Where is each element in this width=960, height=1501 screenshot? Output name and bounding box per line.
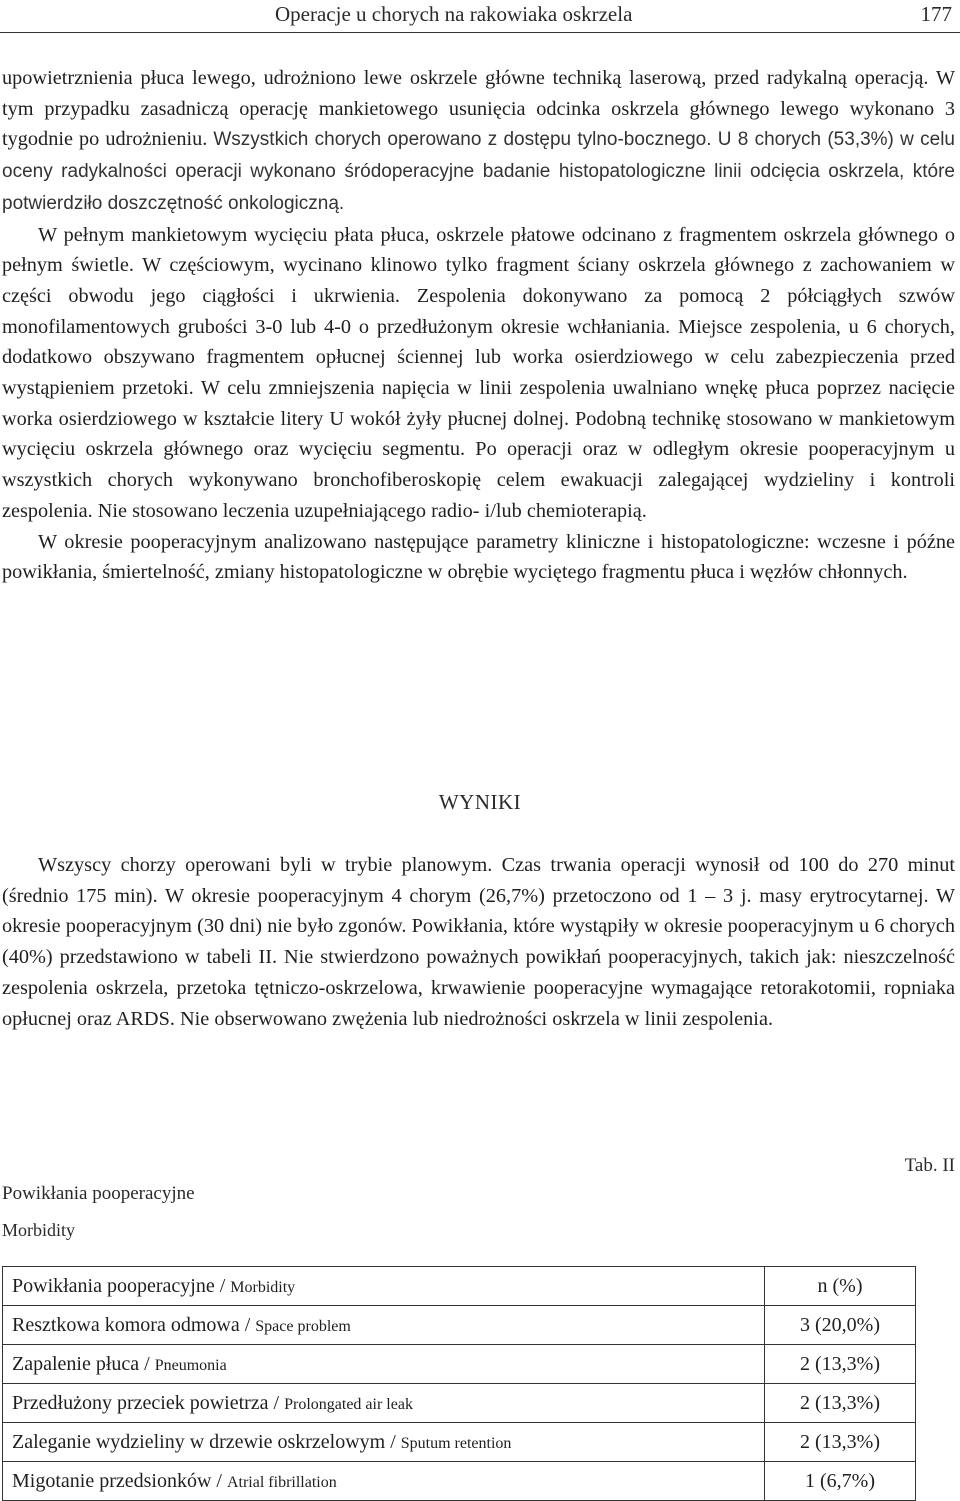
- header-rule: [0, 32, 960, 33]
- table-cell-value: 2 (13,3%): [765, 1345, 916, 1384]
- row-label-pl: Przedłużony przeciek powietrza /: [12, 1391, 285, 1414]
- header-label-pl: Powikłania pooperacyjne /: [12, 1274, 231, 1297]
- table-label: Tab. II: [904, 1155, 955, 1176]
- row-label-pl: Resztkowa komora odmowa /: [12, 1313, 256, 1336]
- page-number: 177: [920, 2, 952, 26]
- paragraph-2: W pełnym mankietowym wycięciu płata płuca, oskrzele płatowe odcinano z fragmentem oskrzela głównego o pełnym świetle. W częściowym, wycinano klinowo tylko fragment ściany oskrzela głównego z zachowaniem w części obwodu jego ciągłości i ukrwienia. Zespolenia dokonywano za pomocą 2 półciągłych szwów monofilamentowych grubości 3-0 lub 4-0 o przedłużonym okresie wchłaniania. Miejsce zespolenia, u 6 chorych, dodatkowo obszywano fragmentem opłucnej ściennej lub worka osierdziowego w celu zabezpieczenia przed wystąpieniem przetoki. W celu zmniejszenia napięcia w linii zespolenia uwalniano wnękę płuca poprzez nacięcie worka osierdziowego w kształcie litery U wokół żyły płucnej dolnej. Podobną technikę stosowano w mankietowym wycięciu oskrzela głównego oraz wycięciu segmentu. Po operacji oraz w odległym okresie pooperacyjnym u wszystkich chorych wykonywano bronchofiberoskopię celem ewakuacji zalegającej wydzieliny i kontroli zespolenia. Nie stosowano leczenia uzupełniającego radio- i/lub chemioterapią.: [2, 223, 955, 522]
- row-label-en: Atrial fibrillation: [226, 1473, 337, 1491]
- table-cell-label: [3, 1423, 765, 1462]
- row-label-en: Space problem: [255, 1317, 351, 1335]
- row-label-pl: Zapalenie płuca /: [12, 1352, 155, 1375]
- table-header-row: [3, 1267, 916, 1306]
- row-label-pl: Zaleganie wydzieliny w drzewie oskrzelowym /: [12, 1430, 401, 1453]
- row-label-en: Sputum retention: [400, 1434, 512, 1452]
- results-text: [2, 850, 955, 1034]
- paragraph-1-sans: Wszystkich chorych operowano z dostępu tylno-bocznego. U 8 chorych (53,3%) w celu oceny radykalności operacji wykonano śródoperacyjne badanie histopatologiczne linii odcięcia oskrzela, które potwierdziło doszczętność onkologiczną.: [2, 129, 955, 214]
- table-cell-label: [3, 1345, 765, 1384]
- table-cell-label: [3, 1306, 765, 1345]
- table-row: [3, 1462, 916, 1501]
- table-header-value: n (%): [765, 1267, 916, 1306]
- row-label-pl: Migotanie przedsionków /: [12, 1469, 227, 1492]
- table-row: [3, 1423, 916, 1462]
- paragraph-3: W okresie pooperacyjnym analizowano następujące parametry kliniczne i histopatologiczne: wczesne i późne powikłania, śmiertelność, zmiany histopatologiczne w obrębie wyciętego fragmentu płuca i węzłów chłonnych.: [2, 530, 955, 584]
- paragraph-1: [2, 63, 955, 220]
- table-cell-value: 2 (13,3%): [765, 1423, 916, 1462]
- methods-text: [2, 63, 955, 588]
- table-cell-value: 3 (20,0%): [765, 1306, 916, 1345]
- row-label-en: Prolongated air leak: [284, 1395, 413, 1413]
- table-row: [3, 1306, 916, 1345]
- paragraph-1-serif: upowietrznienia płuca lewego, udrożniono lewe oskrzele główne techniką laserową, przed radykalną operacją. W tym przypadku zasadniczą operację mankietowego usunięcia odcinka oskrzela głównego lewego wykonano 3 tygodnie po udrożnieniu.: [2, 67, 955, 151]
- table-caption-english: Morbidity: [2, 1220, 76, 1240]
- results-paragraph: Wszyscy chorzy operowani byli w trybie planowym. Czas trwania operacji wynosił od 100 do 270 minut (średnio 175 min). W okresie pooperacyjnym 4 chorym (26,7%) przetoczono od 1 – 3 j. masy erytrocytarnej. W okresie pooperacyjnym (30 dni) nie było zgonów. Powikłania, które wystąpiły w okresie pooperacyjnym u 6 chorych (40%) przedstawiono w tabeli II. Nie stwierdzono poważnych powikłań pooperacyjnych, takich jak: nieszczelność zespolenia oskrzela, przetoka tętniczo-oskrzelowa, krwawienie pooperacyjne wymagające retorakotomii, ropniaka opłucnej oraz ARDS. Nie obserwowano zwężenia lub niedrożności oskrzela w linii zespolenia.: [2, 854, 955, 1030]
- table-cell-label: [3, 1462, 765, 1501]
- complications-table: [2, 1266, 916, 1501]
- table-cell-value: 2 (13,3%): [765, 1384, 916, 1423]
- running-header-title: Operacje u chorych na rakowiaka oskrzela: [275, 2, 633, 26]
- section-heading-results: WYNIKI: [438, 790, 522, 814]
- table-cell-label: [3, 1384, 765, 1423]
- table-row: [3, 1345, 916, 1384]
- running-header: [0, 0, 960, 34]
- table-caption-polish: Powikłania pooperacyjne: [2, 1183, 195, 1204]
- table-header-label: [3, 1267, 765, 1306]
- row-label-en: Pneumonia: [154, 1356, 227, 1374]
- table-cell-value: 1 (6,7%): [765, 1462, 916, 1501]
- table-row: [3, 1384, 916, 1423]
- header-label-en: Morbidity: [230, 1278, 296, 1296]
